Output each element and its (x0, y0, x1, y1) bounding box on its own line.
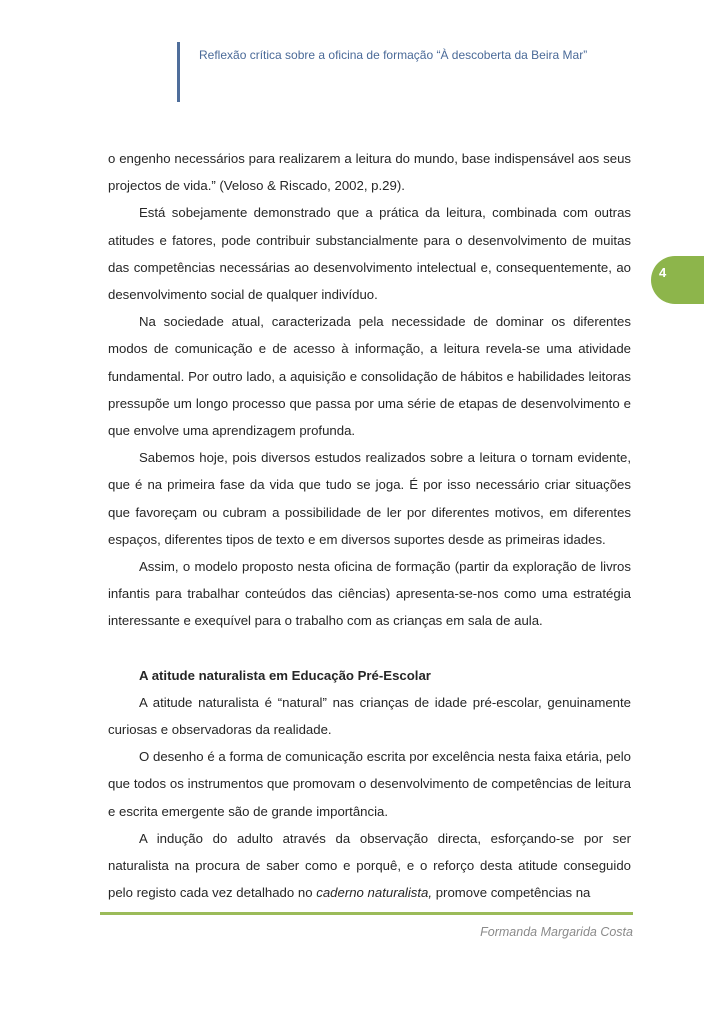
page-number: 4 (659, 265, 667, 280)
paragraph: Assim, o modelo proposto nesta oficina de formação (partir da exploração de livros infantis para trabalhar conteúdos das ciências) apresenta-se-nos como uma estratégia interessante e exequível para o trabalho com as crianças em sala de aula. (108, 559, 631, 629)
header-divider (177, 42, 180, 102)
paragraph: o engenho necessários para realizarem a leitura do mundo, base indispensável aos seus projectos de vida.” (Veloso & Riscado, 2002, p.29). (108, 151, 631, 194)
document-body (108, 145, 631, 906)
italic-term: caderno naturalista, (316, 885, 433, 901)
page-number-badge (651, 256, 704, 304)
spacer (108, 635, 631, 662)
paragraph-text: A indução do adulto através da observação directa, esforçando-se por ser naturalista na procura de saber como e porquê, e o reforço desta atitude conseguido pelo registo cada vez detalhado no (108, 830, 631, 901)
paragraph: Está sobejamente demonstrado que a prática da leitura, combinada com outras atitudes e fatores, pode contribuir substancialmente para o desenvolvimento de muitas das competências necessárias ao desenvolvimento intelectual e, consequentemente, ao desenvolvimento social de qualquer indivíduo. (108, 205, 631, 303)
paragraph: Sabemos hoje, pois diversos estudos realizados sobre a leitura o tornam evidente, que é na primeira fase da vida que tudo se joga. É por isso necessário criar situações que favoreçam ou cubram a possibilidade de ler por diferentes motivos, em diferentes espaços, diferentes tipos de texto e em diversos suportes desde as primeiras idades. (108, 450, 631, 547)
paragraph: O desenho é a forma de comunicação escrita por excelência nesta faixa etária, pelo que todos os instrumentos que promovam o desenvolvimento de competências de leitura e escrita emergente são de grande importância. (108, 749, 631, 819)
section-heading: A atitude naturalista em Educação Pré-Escolar (139, 667, 431, 683)
paragraph-text: promove competências na (432, 885, 591, 901)
paragraph (108, 825, 631, 907)
paragraph: A atitude naturalista é “natural” nas crianças de idade pré-escolar, genuinamente curiosas e observadoras da realidade. (108, 694, 631, 738)
footer-author: Formanda Margarida Costa (480, 925, 633, 939)
footer-divider (100, 912, 633, 915)
header-title: Reflexão crítica sobre a oficina de formação “À descoberta da Beira Mar” (199, 48, 588, 62)
paragraph: Na sociedade atual, caracterizada pela necessidade de dominar os diferentes modos de comunicação e de acesso à informação, a leitura revela-se uma atividade fundamental. Por outro lado, a aquisição e consolidação de hábitos e habilidades leitoras pressupõe um longo processo que passa por uma série de etapas de desenvolvimento e que envolve uma aprendizagem profunda. (108, 314, 631, 439)
